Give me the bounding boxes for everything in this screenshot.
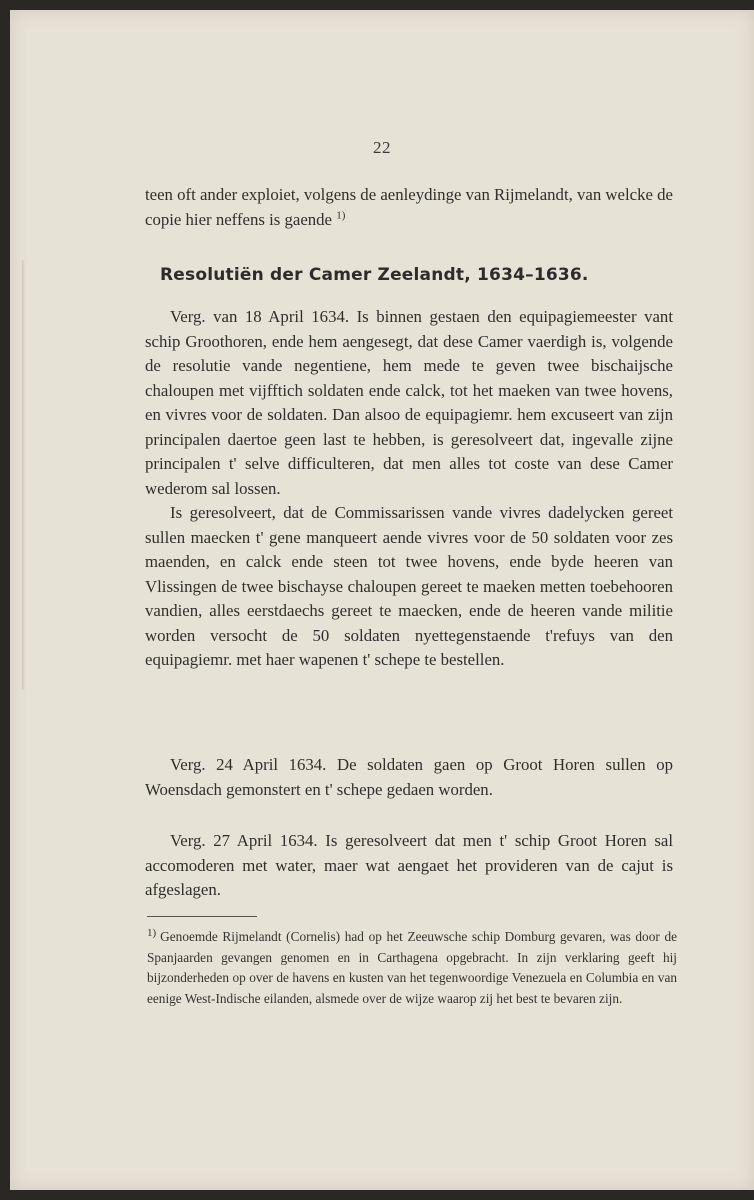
footnote (147, 927, 677, 1009)
resolution-entry (145, 829, 673, 903)
resolution-entry (145, 753, 673, 802)
intro-text: teen oft ander exploiet, volgens de aenleydinge van Rijmelandt, van welcke de copie hier neffens is gaende (145, 185, 673, 229)
page-fold-shadow (22, 260, 25, 690)
footnote-text: Genoemde Rijmelandt (Cornelis) had op het Zeeuwsche schip Domburg gevaren, was door de Spanjaarden gevangen genomen en in Carthagena opgebracht. In zijn verklaring geeft hij bijzonderheden op over de havens en kusten van het tegenwoordige Venezuela en Columbia en van eenige West-Indische eilanden, alsmede over de wijze waarop zij het best te bevaren zijn. (147, 929, 677, 1006)
footnote-mark: 1) (147, 926, 157, 939)
footnote-reference: 1) (336, 208, 346, 221)
page-number: 22 (373, 138, 391, 157)
intro-paragraph (145, 183, 673, 232)
entry-paragraph: Verg. 24 April 1634. De soldaten gaen op Groot Horen sullen op Woensdach gemonstert en t' schepe gedaen worden. (145, 755, 673, 799)
section-heading: Resolutiën der Camer Zeelandt, 1634–1636. (160, 265, 589, 285)
book-page (10, 10, 754, 1190)
entry-paragraph: Verg. 27 April 1634. Is geresolveert dat men t' schip Groot Horen sal accomoderen met water, maer wat aengaet het provideren van de cajut is afgeslagen. (145, 831, 673, 899)
entry-paragraph: Is geresolveert, dat de Commissarissen vande vivres dadelycken gereet sullen maecken t' gene manqueert aende vivres voor de 50 soldaten voor zes maenden, en calck ende steen tot twee hovens, ende byde heeren van Vlissingen de twee bischayse chaloupen gereet te maeken metten toebehooren vandien, alles eerstdaechs gereet te maecken, ende de heeren vande militie worden versocht de 50 soldaten nyettegenstaende t'refuys van den equipagiemr. met haer wapenen t' schepe te bestellen. (145, 503, 673, 669)
resolution-entry (145, 305, 673, 673)
entry-paragraph: Verg. van 18 April 1634. Is binnen gestaen den equipagiemeester vant schip Groothoren, ende hem aengesegt, dat dese Camer vaerdigh is, volgende de resolutie vande negentiene, hem mede te geven twee bischaijsche chaloupen met vijfftich soldaten ende calck, tot het maeken van twee hovens, en vivres voor de soldaten. Dan alsoo de equipagiemr. hem excuseert van zijn principalen daertoe geen last te hebben, is geresolveert dat, ingevalle zijne principalen t' selve difficulteren, dat men alles tot coste van dese Camer wederom sal lossen. (145, 307, 673, 498)
footnote-divider (147, 916, 257, 917)
